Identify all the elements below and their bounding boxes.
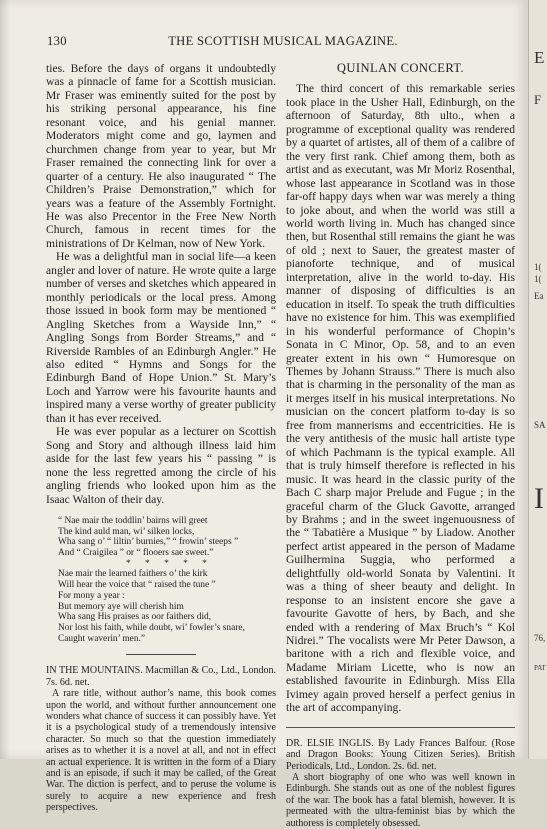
page-header	[47, 34, 519, 50]
book-review	[46, 665, 276, 813]
book-review	[286, 738, 515, 829]
poem-line: Caught waverin’ men.”	[58, 633, 146, 644]
poem	[58, 516, 276, 644]
adjacent-page-fragment: PAT	[534, 664, 546, 672]
paragraph: ties. Before the days of organs it undoubtedly was a pinnacle of fame for a Scottish musician. Mr Fraser was eminently suited for the post by his striking personal appearance, his fine resonant voice, and his genial manner. Moderators might come and go, laymen and churchmen change from year to year, but Mr Fraser remained the connecting link for over a quarter of a century. He also inaugurated “ The Children’s Praise Demonstration,” which for years was a feature of the Assembly Fortnight. He was also Precentor in the Free New North Church, famous in recent times for the ministrations of Dr Kelman, now of New York.	[46, 62, 276, 250]
page-number: 130	[47, 34, 67, 48]
poem-line: Wha sang o’ “ liltin’ burnies,” “ frowin’ steeps ”	[58, 537, 239, 548]
running-title: THE SCOTTISH MUSICAL MAGAZINE.	[168, 34, 398, 48]
poem-line: The kind auld man, wi’ silken locks,	[58, 526, 195, 537]
divider-rule	[126, 654, 196, 655]
review-body: A short biography of one who was well known in Edinburgh. She stands out as one of the noblest figures of the war. The book has a fatal blemish, however. It is permeated with the ultra-feminist bias by which the authoress is completely obsessed.	[286, 771, 515, 829]
poem-line: Will hear the voice that “ raised the tune ”	[58, 580, 216, 591]
adjacent-page-fragment: I	[534, 482, 544, 515]
adjacent-page-fragment: F	[534, 92, 542, 107]
paragraph: He was ever popular as a lecturer on Scottish Song and Story and although illness laid him aside for the last few years his “ passing ” is none the less regretted among the circle of his angling friends who looked upon him as the Isaac Walton of their day.	[46, 425, 276, 506]
poem-line: “ Nae mair the toddlin’ bairns will greet	[58, 515, 208, 526]
binding-shadow	[0, 0, 10, 759]
adjacent-page-fragment: 1(	[534, 262, 542, 272]
left-column	[46, 62, 276, 814]
poem-line: Wha sang His praises as oor faithers did,	[58, 612, 212, 623]
poem-line: Nor lost his faith, while doubt, wi’ fowler’s snare,	[58, 622, 245, 633]
poem-line: Nae mair the learned faithers o’ the kirk	[58, 569, 208, 580]
adjacent-page-fragment: SA	[534, 420, 546, 430]
review-heading: DR. ELSIE INGLIS. By Lady Frances Balfour. (Rose and Dragon Books: Young Citizen Series). British Periodicals, Ltd., London. 2s. 6d. net.	[286, 737, 515, 772]
review-body: A rare title, without author’s name, this book comes upon the world, and without further announcement one wonders what chance of success it can possibly have. Yet it is a psychological study of a tremendously intensive character. So much so that the question immediately arises as to whether it is a novel at all, and not in effect an actual experience. It is written in the form of a Diary and is an episode, if such it may be called, of the Great War. The diction is perfect, and to peruse the volume is surely to acquire a new experience and fresh perspectives.	[46, 688, 276, 814]
review-heading: IN THE MOUNTAINS. Macmillan & Co., Ltd., London. 7s. 6d. net.	[46, 665, 276, 688]
poem-stars: * * * * *	[126, 558, 213, 569]
adjacent-page-edge	[528, 0, 547, 759]
right-column	[286, 62, 515, 829]
adjacent-page-fragment: 1(	[534, 274, 542, 284]
adjacent-page-fragment: Ea	[534, 291, 544, 301]
adjacent-page-fragment: 76,	[534, 633, 546, 643]
section-title: QUINLAN CONCERT.	[336, 61, 465, 75]
divider-rule	[286, 727, 515, 728]
paragraph: He was a delightful man in social life—a keen angler and lover of nature. He wrote quite a large number of verses and sketches which appeared in monthly periodicals or the local press. Among those issued in book form may be mentioned “ Angling Sketches from a Wayside Inn,” “ Angling Songs from Border Streams,” and “ Riverside Rambles of an Edinburgh Angler.” He also edited “ Hymns and Songs for the Edinburgh Band of Hope Union.” St. Mary’s Loch and Yarrow were his favourite haunts and inspired many a verse worthy of greater publicity than it has ever received.	[46, 250, 276, 425]
paragraph: The third concert of this remarkable series took place in the Usher Hall, Edinburgh, on the afternoon of Saturday, 8th ulto., when a programme of exceptional quality was rendered by a quartet of artistes, all of them of a calibre of the very first rank. Chief among them, both as artist and as executant, was Mr Moriz Rosenthal, whose last appearance in Scotland was in those far-off happy days when war was merely a thing to joke about, and when the world was still a world worth living in. Much has changed since then, but Rosenthal still remains the giant he was of old ; next to Sauer, the greatest master of pianoforte technique, and of musical interpretation, alive in the world to-day. His manner of disposing of difficulties is an education in itself. To speak the truth difficulties have no existence for him. This was exemplified in his wonderful performance of Chopin’s Sonata in C Minor, Op. 58, and to an even greater extent in his own “ Humoresque on Themes by Johann Strauss.” There is much also that is charming in the personality of the man as it merges itself in his musical interpretations. No musician on the concert platform to-day is so free from mannerisms and eccentricities. He is the very antithesis of the music hall artiste type of which Pachmann is the typical example. All that is truly himself therefore is reflected in his music. It was heard in the classic purity of the Bach C sharp major Prelude and Fugue ; in the graceful charm of the Gluck Gavotte, arranged by Brahms ; and in the sweet ingenuousness of the “ Tabatière a Musique ” by Liadow. Another perfect artist appeared in the person of Madame Guilhermina Suggia, who performed a delightfully old-world Sonata by Valentini. It was a thing of sheer beauty and delight. In response to an insistent encore she gave a favourite Gavotte of hers, by Bach, and she ended with a rendering of Max Bruch’s “ Kol Nidrei.” The vocalists were Mr Peter Dawson, a baritone with a rich and flexible voice, and Madame Miriam Licette, who is now an established favourite in Edinburgh. Miss Ella Ivimey again proved herself a perfect genius in the art of accompanying.	[286, 82, 515, 715]
poem-line: But memory aye will cherish him	[58, 601, 184, 612]
adjacent-page-fragment: E	[534, 48, 545, 67]
poem-line: And “ Craigilea ” or “ flooers sae sweet.”	[58, 548, 214, 559]
poem-line: For mony a year :	[58, 590, 125, 601]
